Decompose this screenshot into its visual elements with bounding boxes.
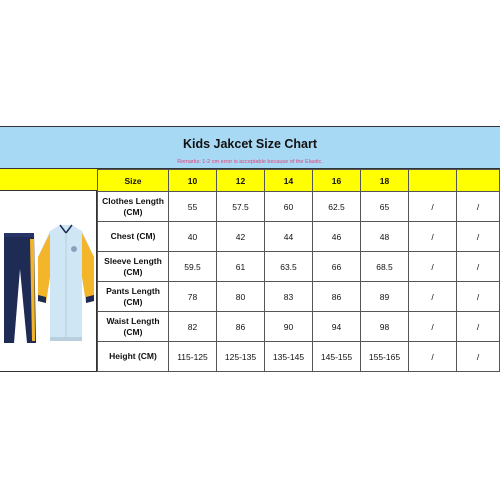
value-cell: 44	[265, 222, 313, 252]
value-cell: 135-145	[265, 342, 313, 372]
size-cell: 14	[265, 170, 313, 192]
size-chart	[0, 126, 500, 372]
value-cell: 94	[313, 312, 361, 342]
row-label: Sleeve Length (CM)	[98, 252, 169, 282]
row-label: Waist Length (CM)	[98, 312, 169, 342]
size-cell	[457, 170, 500, 192]
value-cell: 98	[361, 312, 409, 342]
table-row	[98, 342, 500, 372]
value-cell: 65	[361, 192, 409, 222]
size-header-row	[98, 170, 500, 192]
value-cell: 61	[217, 252, 265, 282]
table-row	[98, 282, 500, 312]
value-cell: 66	[313, 252, 361, 282]
value-cell: 155-165	[361, 342, 409, 372]
value-cell: 55	[169, 192, 217, 222]
size-cell: 10	[169, 170, 217, 192]
value-cell: 83	[265, 282, 313, 312]
table-row	[98, 222, 500, 252]
size-cell	[409, 170, 457, 192]
value-cell: 63.5	[265, 252, 313, 282]
value-cell: 68.5	[361, 252, 409, 282]
value-cell: 60	[265, 192, 313, 222]
value-cell: 59.5	[169, 252, 217, 282]
value-cell: 42	[217, 222, 265, 252]
row-label: Pants Length (CM)	[98, 282, 169, 312]
value-cell: /	[409, 342, 457, 372]
row-label: Chest (CM)	[98, 222, 169, 252]
remark-text: Remarks: 1-2 cm error is acceptable because of the Elastic.	[177, 159, 323, 165]
value-cell: 78	[169, 282, 217, 312]
value-cell: /	[409, 192, 457, 222]
value-cell: /	[457, 342, 500, 372]
value-cell: 145-155	[313, 342, 361, 372]
value-cell: /	[457, 192, 500, 222]
value-cell: 89	[361, 282, 409, 312]
chart-title: Kids Jakcet Size Chart	[182, 137, 318, 151]
size-cell: 12	[217, 170, 265, 192]
row-label: Height (CM)	[98, 342, 169, 372]
value-cell: 48	[361, 222, 409, 252]
size-header-label: Size	[98, 170, 169, 192]
value-cell: /	[457, 282, 500, 312]
value-cell: 40	[169, 222, 217, 252]
value-cell: 82	[169, 312, 217, 342]
value-cell: /	[409, 282, 457, 312]
value-cell: 86	[217, 312, 265, 342]
value-cell: 57.5	[217, 192, 265, 222]
value-cell: 125-135	[217, 342, 265, 372]
value-cell: /	[409, 252, 457, 282]
value-cell: 90	[265, 312, 313, 342]
value-cell: 86	[313, 282, 361, 312]
value-cell: 62.5	[313, 192, 361, 222]
title-band	[0, 127, 500, 169]
product-image	[0, 191, 97, 371]
value-cell: /	[457, 312, 500, 342]
value-cell: /	[409, 222, 457, 252]
tracksuit-image	[0, 191, 97, 371]
pants-image	[4, 233, 36, 343]
value-cell: 46	[313, 222, 361, 252]
value-cell: 80	[217, 282, 265, 312]
table-row	[98, 312, 500, 342]
size-cell: 18	[361, 170, 409, 192]
table-row	[98, 192, 500, 222]
value-cell: /	[409, 312, 457, 342]
value-cell: /	[457, 252, 500, 282]
jacket-image	[38, 225, 94, 341]
size-table	[97, 169, 500, 372]
size-cell: 16	[313, 170, 361, 192]
row-label: Clothes Length (CM)	[98, 192, 169, 222]
value-cell: 115-125	[169, 342, 217, 372]
table-row	[98, 252, 500, 282]
value-cell: /	[457, 222, 500, 252]
